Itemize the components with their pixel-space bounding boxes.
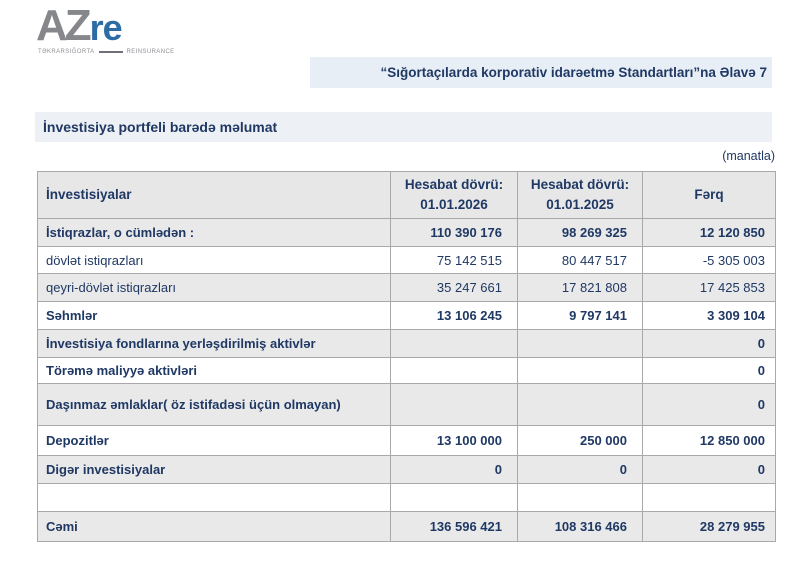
period-date-previous: 01.01.2025 [546,197,614,212]
value-current: 13 106 245 [391,302,518,330]
value-difference: -5 305 003 [643,247,776,274]
value-current: 110 390 176 [391,219,518,247]
column-header-investments: İnvestisiyalar [38,172,391,219]
table-row [38,302,776,330]
row-label: Cəmi [38,512,391,542]
row-label: Depozitlər [38,426,391,456]
section-title-bar [35,112,772,142]
value-current [391,484,518,512]
logo-tagline [38,49,175,55]
column-header-difference: Fərq [643,172,776,219]
row-label: İnvestisiya fondlarına yerləşdirilmiş aktivlər [38,330,391,358]
logo-divider-rule [99,51,123,53]
value-current: 136 596 421 [391,512,518,542]
table-header-row [38,172,776,219]
logo-text-re: re [89,7,122,48]
value-current [391,330,518,358]
value-previous: 17 821 808 [518,274,643,302]
value-current [391,358,518,384]
table-row [38,384,776,426]
table-row-total [38,512,776,542]
value-difference: 12 850 000 [643,426,776,456]
row-label: Səhmlər [38,302,391,330]
row-label: Digər investisiyalar [38,456,391,484]
value-previous [518,330,643,358]
table-row [38,330,776,358]
value-difference: 0 [643,456,776,484]
value-difference: 0 [643,384,776,426]
value-current [391,384,518,426]
row-label: qeyri-dövlət istiqrazları [38,274,391,302]
row-label [38,484,391,512]
value-difference: 17 425 853 [643,274,776,302]
company-logo [36,1,175,55]
value-difference: 28 279 955 [643,512,776,542]
row-label: İstiqrazlar, o cümlədən : [38,219,391,247]
value-previous: 9 797 141 [518,302,643,330]
value-previous [518,384,643,426]
table-row [38,247,776,274]
value-difference: 12 120 850 [643,219,776,247]
value-current: 13 100 000 [391,426,518,456]
period-date-current: 01.01.2026 [420,197,488,212]
value-current: 0 [391,456,518,484]
logo-tagline-right: REINSURANCE [126,49,175,55]
table-row [38,274,776,302]
period-label: Hesabat dövrü: [530,177,630,193]
value-previous: 108 316 466 [518,512,643,542]
value-difference: 0 [643,358,776,384]
logo-tagline-left: TƏKRARSIĞORTA [38,49,95,55]
table-row [38,358,776,384]
annex-note-bar [310,57,772,88]
table-row [38,426,776,456]
row-label: Daşınmaz əmlaklar( öz istifadəsi üçün olmayan) [38,384,391,426]
column-header-period-previous [518,172,643,219]
row-label: dövlət istiqrazları [38,247,391,274]
value-previous: 80 447 517 [518,247,643,274]
value-current: 75 142 515 [391,247,518,274]
value-previous [518,484,643,512]
row-label: Törəmə maliyyə aktivləri [38,358,391,384]
value-previous: 98 269 325 [518,219,643,247]
investment-portfolio-table [37,171,776,542]
value-difference: 3 309 104 [643,302,776,330]
table-row [38,456,776,484]
value-difference: 0 [643,330,776,358]
table-row [38,219,776,247]
logo-text-az: AZ [36,1,89,50]
logo-wordmark [36,1,175,50]
table-row-spacer [38,484,776,512]
currency-note: (manatla) [722,149,775,163]
column-header-period-current [391,172,518,219]
value-previous: 250 000 [518,426,643,456]
value-current: 35 247 661 [391,274,518,302]
period-label: Hesabat dövrü: [404,177,504,193]
value-previous: 0 [518,456,643,484]
annex-note-text: “Sığortaçılarda korporativ idarəetmə Standartları”na Əlavə 7 [380,65,767,80]
value-difference [643,484,776,512]
page-title: İnvestisiya portfeli barədə məlumat [43,119,278,135]
value-previous [518,358,643,384]
